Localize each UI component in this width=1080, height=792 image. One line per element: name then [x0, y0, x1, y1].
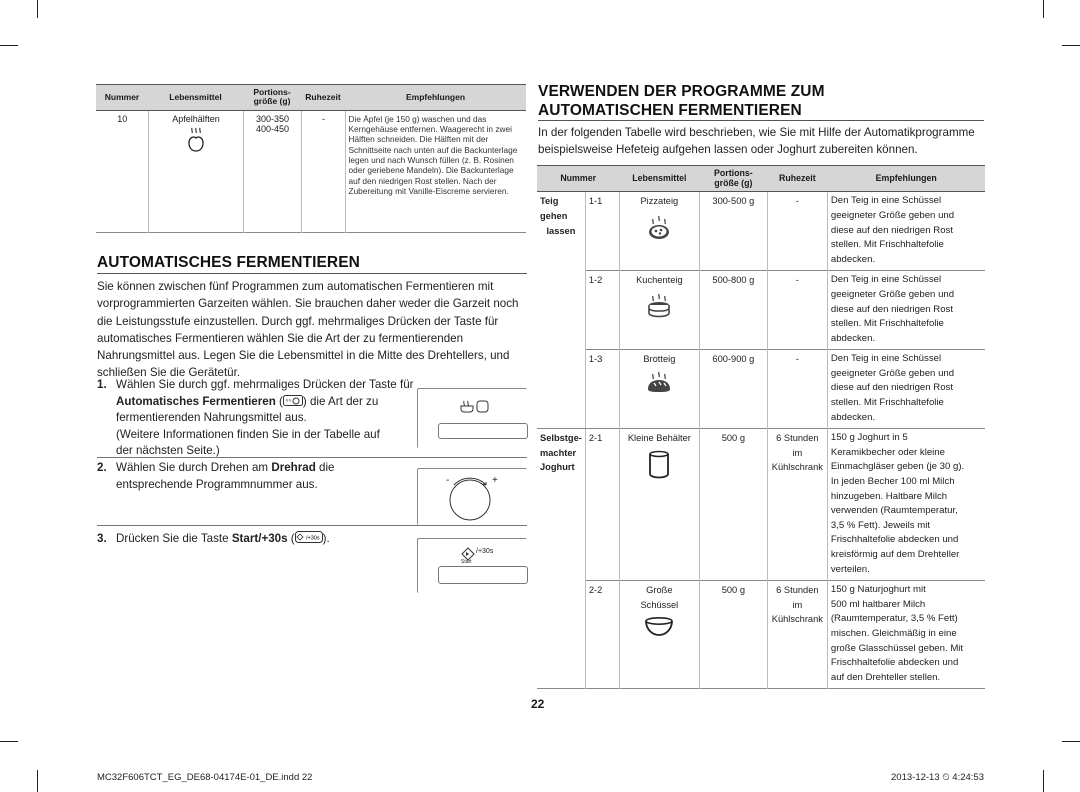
col-nummer: Nummer	[537, 166, 619, 192]
row-food: Große Schüssel	[619, 581, 699, 689]
dial-plus: +	[492, 475, 498, 486]
row-advice: 150 g Naturjoghurt mit 500 ml haltbarer Milch (Raumtemperatur, 3,5 % Fett) mischen. Gleichmäßig in eine große Glasschüssel geben. Mit Frischhaltefolie abdecken und auf den Drehteller stellen.	[830, 584, 964, 683]
footer-timestamp: 2013-12-13 ⏲ 4:24:53	[891, 772, 984, 783]
col-portions: Portions- größe (g)	[699, 166, 767, 192]
start-sublabel: Start	[461, 559, 472, 565]
row-portion: 500 g	[699, 581, 767, 689]
divider	[97, 457, 527, 458]
fermentation-icon	[283, 395, 303, 406]
row-rest: -	[767, 350, 827, 429]
divider	[97, 525, 527, 526]
crop-mark	[37, 0, 38, 18]
row-rest: 6 Stunden im Kühlschrank	[767, 581, 827, 689]
start-icon	[295, 531, 323, 543]
dial-minus: -	[446, 475, 450, 486]
col-portions: Portions- größe (g)	[243, 85, 301, 111]
crop-mark	[1062, 741, 1080, 742]
table-row	[96, 110, 526, 232]
dial-panel-illustration	[417, 468, 527, 525]
divider	[97, 273, 527, 274]
table-row	[537, 429, 985, 581]
row-advice: Die Äpfel (je 150 g) waschen und das Kerngehäuse entfernen. Waagerecht in zwei Hälften schneiden. Die Hälften mit der Schnittseite nach unten auf die Backunterlage legen und nach Wunsch füllen (z. B. Rosinen oder geriebene Mandeln). Die Backunterlage auf den niedrigen Rost stellen. Nach der Zubereitung mit Vanille-Eiscreme servieren.	[348, 113, 518, 197]
apple-table	[96, 84, 526, 233]
control-panel-illustration	[417, 388, 527, 448]
display-box	[438, 423, 528, 439]
display-box	[438, 566, 528, 584]
crop-mark	[0, 741, 18, 742]
col-lebensmittel: Lebensmittel	[148, 85, 243, 111]
row-advice: Den Teig in eine Schüssel geeigneter Größe geben und diese auf den niedrigen Rost stellen. Mit Frischhaltefolie abdecken.	[830, 274, 955, 344]
footer-filename: MC32F606TCT_EG_DE68-04174E-01_DE.indd 22	[97, 772, 313, 783]
apple-icon	[187, 127, 205, 153]
row-food: Apfelhälften	[148, 110, 243, 232]
row-advice: 150 g Joghurt in 5 Keramikbecher oder kleine Einmachgläser geben (je 30 g). In jeden Becher 100 ml Milch hinzugeben. Haltbare Milch verwenden (Raumtemperatur, 3,5 % Fett). Jeweils mit Frischhaltefolie abdecken und kreisförmig auf dem Drehteller verteilen.	[830, 432, 965, 575]
row-number: 1-1	[585, 192, 619, 271]
start-panel-illustration	[417, 538, 527, 593]
table-row	[537, 271, 985, 350]
row-portion: 300-350 400-450	[243, 110, 301, 232]
step-1: 1. Wählen Sie durch ggf. mehrmaliges Drücken der Taste für Automatisches Fermentieren ( ) die Art der zu fermentierenden Nahrungsmittel aus. (Weitere Informationen finden Sie in der Tabelle auf der nächsten Seite.)	[97, 378, 414, 458]
row-rest: -	[767, 271, 827, 350]
table-row	[537, 581, 985, 689]
col-ruhezeit: Ruhezeit	[301, 85, 345, 111]
start-icon-label: /+30s	[305, 535, 320, 542]
col-empfehlungen: Empfehlungen	[827, 166, 985, 192]
crop-mark	[37, 770, 38, 792]
table-header-row	[96, 85, 526, 111]
col-ruhezeit: Ruhezeit	[767, 166, 827, 192]
row-food: Kuchenteig	[619, 271, 699, 350]
row-food: Kleine Behälter	[619, 429, 699, 581]
row-portion: 300-500 g	[699, 192, 767, 271]
crop-mark	[1062, 45, 1080, 46]
row-portion: 500 g	[699, 429, 767, 581]
section2-intro: In der folgenden Tabelle wird beschrieben, wie Sie mit Hilfe der Automatikprogramme beispielsweise Hefeteig aufgehen lassen oder Joghurt zubereiten können.	[538, 126, 975, 157]
category-dough: Teig gehen lassen	[537, 192, 585, 429]
fermentation-button-icon	[458, 397, 492, 413]
start-label: /+30s	[476, 548, 494, 555]
cake-icon	[645, 292, 673, 320]
category-yoghurt: Selbstge- machter Joghurt	[537, 429, 585, 689]
intro-paragraph: Sie können zwischen fünf Programmen zum automatischen Fermentieren mit vorprogrammierten Garzeiten wählen. Sie brauchen daher weder die Garzeit noch die Leistungsstufe einzustellen. Durch ggf. mehrmaliges Drücken der Taste für automatisches Fermentieren wählen Sie die Art der zu fermentierenden Nahrungsmittel aus. Legen Sie die Lebensmittel in die Mitte des Drehtellers, und schließen Sie die Gerätetür.	[97, 280, 519, 380]
row-number: 2-1	[585, 429, 619, 581]
col-nummer: Nummer	[96, 85, 148, 111]
table-header-row	[537, 166, 985, 192]
row-food: Pizzateig	[619, 192, 699, 271]
row-number: 2-2	[585, 581, 619, 689]
divider	[538, 120, 984, 121]
step-2: 2. Wählen Sie durch Drehen am Drehrad die entsprechende Programmnummer aus.	[97, 461, 335, 491]
table-row	[537, 350, 985, 429]
row-rest: 6 Stunden im Kühlschrank	[767, 429, 827, 581]
fermentation-table	[537, 165, 985, 689]
section-title: VERWENDEN DER PROGRAMME ZUM AUTOMATISCHEN FERMENTIEREN	[538, 83, 825, 119]
cup-icon	[647, 450, 671, 480]
row-number: 1-2	[585, 271, 619, 350]
crop-mark	[1043, 770, 1044, 792]
row-rest: -	[301, 110, 345, 232]
crop-mark	[1043, 0, 1044, 18]
col-empfehlungen: Empfehlungen	[345, 85, 526, 111]
crop-mark	[0, 45, 18, 46]
bowl-icon	[643, 616, 675, 638]
row-number: 10	[96, 110, 148, 232]
row-rest: -	[767, 192, 827, 271]
row-portion: 600-900 g	[699, 350, 767, 429]
table-row	[537, 192, 985, 271]
row-advice: Den Teig in eine Schüssel geeigneter Größe geben und diese auf den niedrigen Rost stellen. Mit Frischhaltefolie abdecken.	[830, 195, 955, 265]
row-food: Brotteig	[619, 350, 699, 429]
bread-icon	[645, 371, 673, 395]
col-lebensmittel: Lebensmittel	[619, 166, 699, 192]
row-portion: 500-800 g	[699, 271, 767, 350]
section-title: AUTOMATISCHES FERMENTIEREN	[97, 254, 360, 271]
row-advice: Den Teig in eine Schüssel geeigneter Größe geben und diese auf den niedrigen Rost stellen. Mit Frischhaltefolie abdecken.	[830, 353, 955, 423]
row-number: 1-3	[585, 350, 619, 429]
pizza-icon	[645, 213, 673, 241]
page-number: 22	[531, 697, 545, 711]
